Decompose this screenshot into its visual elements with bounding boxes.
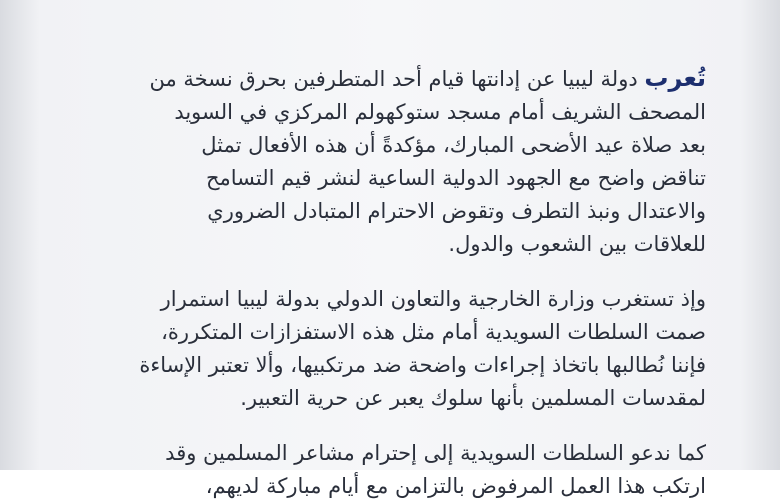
text-line: وإذ تستغرب وزارة الخارجية والتعاون الدولي بدولة ليبيا استمرار — [160, 287, 706, 311]
lead-word: تُعرب — [644, 64, 706, 92]
paragraph-3 — [74, 437, 706, 503]
text-line: كما ندعو السلطات السويدية إلى إحترام مشاعر المسلمين وقد — [165, 441, 706, 465]
text-line: المصحف الشريف أمام مسجد ستوكهولم المركزي في السويد — [174, 100, 706, 124]
text-line: للعلاقات بين الشعوب والدول. — [448, 232, 706, 256]
text-line: تُعرب دولة ليبيا عن إدانتها قيام أحد المتطرفين بحرق نسخة من — [149, 64, 706, 92]
text-line: صمت السلطات السويدية أمام مثل هذه الاستفزازات المتكررة، — [161, 320, 706, 344]
text-line: فإننا نُطالبها باتخاذ إجراءات واضحة ضد مرتكبيها، وألا تعتبر الإساءة — [139, 353, 706, 377]
paragraph-1 — [74, 62, 706, 261]
text-line: تناقض واضح مع الجهود الدولية الساعية لنشر قيم التسامح — [205, 166, 706, 190]
text-line: لمقدسات المسلمين بأنها سلوك يعبر عن حرية التعبير. — [240, 386, 706, 410]
text-line: بعد صلاة عيد الأضحى المبارك، مؤكدةً أن هذه الأفعال تمثل — [201, 133, 706, 157]
paragraph-2 — [74, 283, 706, 415]
text-line: والاعتدال ونبذ التطرف وتقوض الاحترام المتبادل الضروري — [207, 199, 706, 223]
text-line: ارتكب هذا العمل المرفوض بالتزامن مع أيام مباركة لديهم، — [205, 474, 706, 498]
